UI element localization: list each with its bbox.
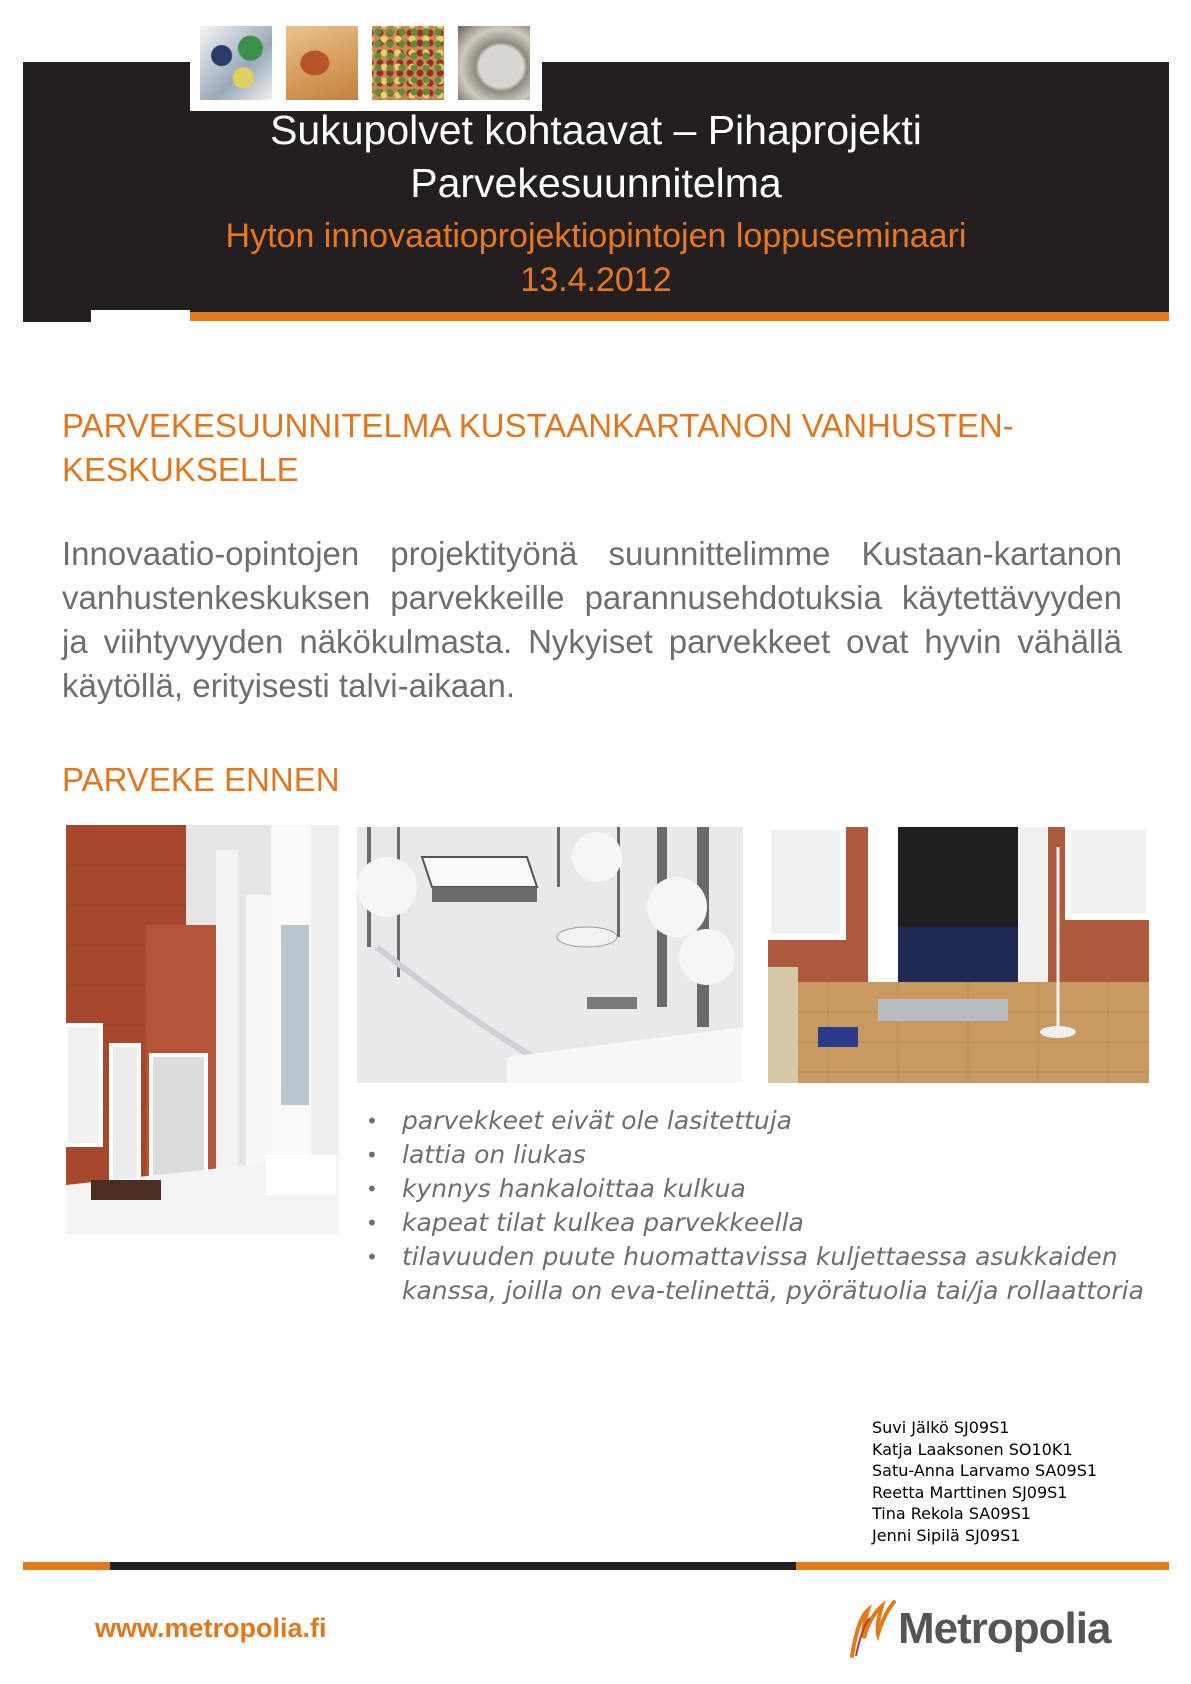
website-link[interactable]: www.metropolia.fi [95,1613,327,1643]
metropolia-logo: Metropolia [898,1604,1111,1653]
author-name: Satu-Anna Larvamo SA09S1 [872,1461,1098,1480]
thumbnail-metal-image [458,26,530,100]
section-heading: PARVEKESUUNNITELMA KUSTAANKARTANON VANHUSTEN- [62,407,1014,444]
poster-date: 13.4.2012 [520,261,672,299]
poster-subtitle: Hyton innovaatioprojektiopintojen loppuseminaari [225,217,967,255]
bullet-icon: • [366,1177,378,1201]
photo-balcony-doorway [768,827,1149,1083]
author-name: Jenni Sipilä SJ09S1 [872,1525,1021,1545]
thumbnail-pattern-image [372,26,444,100]
thumbnail-map-image [286,26,358,100]
issue-list [360,1104,1150,1308]
footer-orange-rule-right [796,1562,1169,1570]
header-band-foot [23,314,91,322]
list-item: • kynnys hankaloittaa kulkua [360,1172,1150,1206]
poster-title-line2: Parvekesuunnitelma [410,160,782,206]
bullet-icon: • [366,1211,378,1235]
author-list [872,1417,1132,1546]
footer-black-rule [110,1562,796,1570]
header-orange-rule [190,312,1169,321]
thumbnail-abstract-image [200,26,272,100]
header-notch [91,310,190,322]
poster-title: Sukupolvet kohtaavat – Pihaprojekti [270,107,922,153]
bullet-icon: • [366,1143,378,1167]
list-item: • parvekkeet eivät ole lasitettuja [360,1104,1150,1138]
list-item: • tilavuuden puute huomattavissa kuljettaessa asukkaiden kanssa, joilla on eva-telinettä, pyörätuolia tai/ja rollaattoria [366,1242,1144,1305]
bullet-icon: • [366,1245,378,1269]
photo-snowy-courtyard [357,827,743,1083]
author-name: Reetta Marttinen SJ09S1 [872,1482,1068,1502]
author-name: Tina Rekola SA09S1 [872,1504,1031,1523]
list-item: • kapeat tilat kulkea parvekkeella [360,1206,1150,1240]
section-heading-line2: KESKUKSELLE [62,451,299,488]
photo-balcony-corridor [66,825,339,1234]
metropolia-logo-icon [848,1598,898,1660]
author-name: Suvi Jälkö SJ09S1 [872,1418,1010,1437]
bullet-icon: • [366,1109,378,1133]
intro-paragraph: Innovaatio-opintojen projektityönä suunnittelimme Kustaan-kartanon vanhustenkeskuksen parvekkeille parannusehdotuksia käytettävyyden ja viihtyvyyden näkökulmasta. Nykyiset parvekkeet ovat hyvin vähällä käytöllä, erityisesti talvi-aikaan. [62,535,1122,704]
author-name: Katja Laaksonen SO10K1 [872,1439,1073,1459]
list-item: • lattia on liukas [360,1138,1150,1172]
section-heading-before: PARVEKE ENNEN [62,761,340,798]
